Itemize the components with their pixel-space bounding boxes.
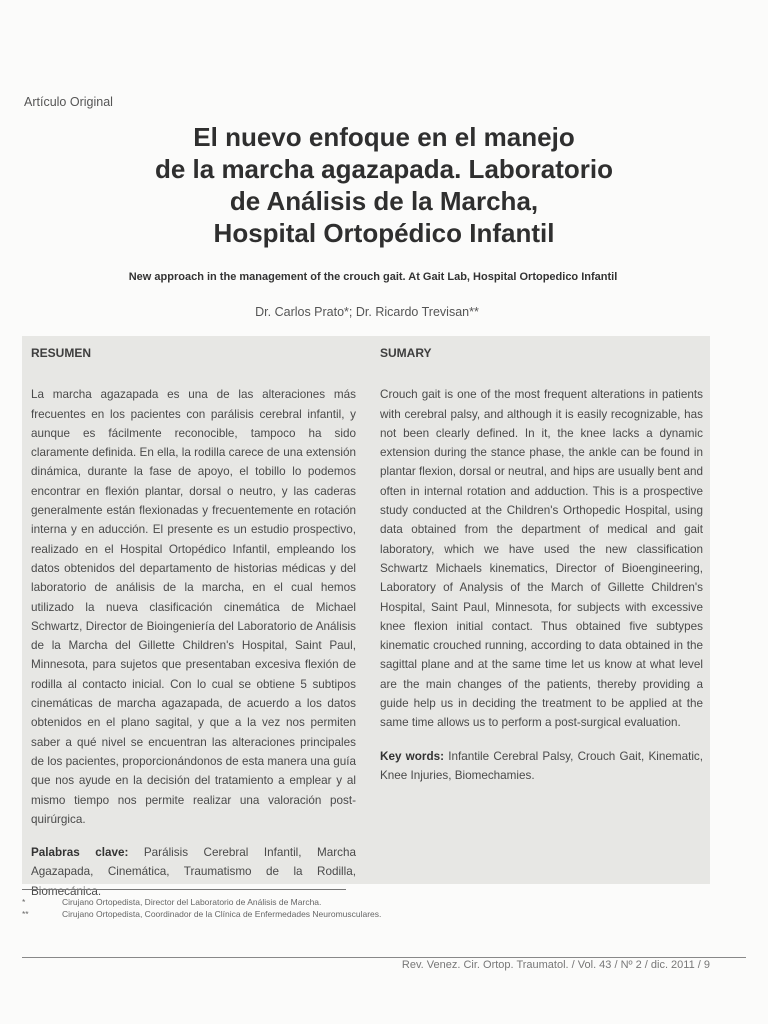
english-subtitle: New approach in the management of the crouch gait. At Gait Lab, Hospital Ortopedico Infantil [128,271,618,283]
authors: Dr. Carlos Prato*; Dr. Ricardo Trevisan** [255,305,479,319]
resumen-column [31,336,356,901]
summary-keywords [380,747,703,786]
resumen-keywords [31,843,356,901]
footnote-mark: ** [22,909,29,919]
keywords-text: Infantile Cerebral Palsy, Crouch Gait, Kinematic, Knee Injuries, Biomechamies. [380,749,704,782]
keywords-label: Key words: [380,749,444,763]
keywords-text: Parálisis Cerebral Infantil, Marcha Agazapada, Cinemática, Traumatismo de la Rodilla, Biomecánica. [31,846,356,898]
footnote-text: Cirujano Ortopedista, Coordinador de la Clínica de Enfermedades Neuromusculares. [62,909,382,919]
footnote [22,897,321,907]
summary-body: Crouch gait is one of the most frequent alterations in patients with cerebral palsy, and although it is easily recognizable, has not been clearly defined. In it, the knee lacks a dynamic extension during the stance phase, the ankle can be found in plantar flexion, dorsal or neutral, and hips are usually bent and often in internal rotation and adduction. This is a prospective study conducted at the Children's Orthopedic Hospital, using data obtained from the department of medical and gait laboratory, which we have used the new classification Schwartz Michaels kinematics, Director of Bioengineering, Laboratory of Analysis of the March of Gillette Children's Hospital, Saint Paul, Minnesota, for subjects with excessive knee flexion initial contact. Thus obtained five subtypes kinematic crouched running, according to data obtained in the sagittal plane and at the same time let us know at what level are the main changes of the patients, thereby providing a guide help us in deciding the treatment to be applied at the same time allows us to perform a post-surgical evaluation. [380,388,703,730]
footnote [22,909,381,919]
summary-column [380,336,703,785]
footnote-text: Cirujano Ortopedista, Director del Laboratorio de Análisis de Marcha. [62,897,322,907]
page-footer: Rev. Venez. Cir. Ortop. Traumatol. / Vol. 43 / Nº 2 / dic. 2011 / 9 [401,959,710,971]
footer-divider [22,957,746,958]
title-line: Hospital Ortopédico Infantil [213,218,555,248]
resumen-heading: RESUMEN [31,346,92,360]
resumen-body: La marcha agazapada es una de las alteraciones más frecuentes en los pacientes con parálisis cerebral infantil, y aunque es fácilmente reconocible, tampoco ha sido claramente definida. En ella, la rodilla carece de una extensión dinámica, durante la fase de apoyo, el tobillo lo podemos encontrar en flexión plantar, dorsal o neutro, y las caderas generalmente están flexionadas y frecuentemente en rotación interna y en aducción. El presente es un estudio prospectivo, realizado en el Hospital Ortopédico Infantil, empleando los datos obtenidos del departamento de historias médicas y del laboratorio de análisis de la marcha, en el cual hemos utilizado la nueva clasificación cinemática de Michael Schwartz, Director de Bioingeniería del Laboratorio de Análisis de la Marcha del Gillette Children's Hospital, Saint Paul, Minnesota, para sujetos que presentaban excesiva flexión de rodilla al contacto inicial. Con lo cual se obtiene 5 subtipos cinemáticas de marcha agazapada, de acuerdo a los datos obtenidos en el plano sagital, y que a la vez nos permiten saber a qué nivel se encuentran las alteraciones principales de los pacientes, proporcionándonos de esta manera una guía que nos ayude en la decisión del tratamiento a emplear y al mismo tiempo nos permite realizar una valoración post-quirúrgica. [31,388,356,826]
footnote-mark: * [22,897,26,907]
summary-heading: SUMARY [380,346,432,360]
section-label: Artículo Original [24,95,113,109]
title-line: El nuevo enfoque en el manejo [193,122,575,152]
abstract-box [22,336,710,898]
footnote-divider [22,889,346,890]
article-title [40,121,728,249]
title-line: de la marcha agazapada. Laboratorio [154,154,614,184]
keywords-label: Palabras clave: [31,846,129,860]
title-line: de Análisis de la Marcha, [229,186,539,216]
